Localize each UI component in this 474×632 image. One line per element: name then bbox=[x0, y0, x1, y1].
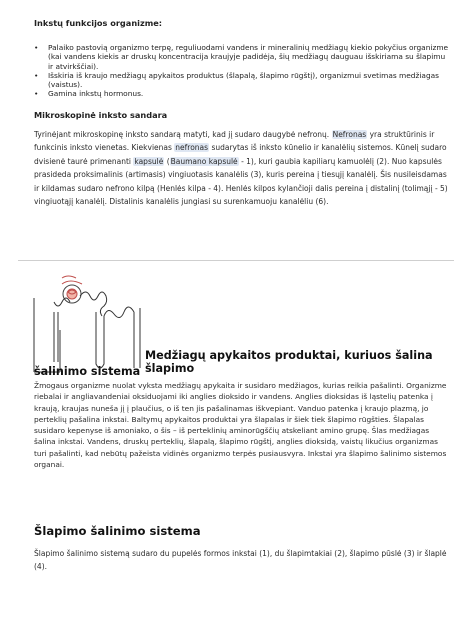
section-title-kidney-functions: Inkstų funkcijos organizme: bbox=[34, 18, 163, 28]
section-title-microscopic-structure: Mikroskopinė inksto sandara bbox=[34, 110, 168, 120]
list-item bbox=[34, 89, 449, 98]
section-heading-metabolic-products-cont: šalinimo sistema bbox=[34, 365, 141, 378]
urinary-system-paragraph: Šlapimo šalinimo sistemą sudaro du pupelės formos inkstai (1), du šlapimtakiai (2), šlapimo pūslė (3) ir šlaplė (4). bbox=[34, 549, 447, 572]
metabolic-products-paragraph: Žmogaus organizme nuolat vyksta medžiagų apykaita ir susidaro medžiagos, kurias reikia pašalinti. Organizme riebalai ir angliavandeniai oksiduojami iki anglies dioksido ir vandens. Anglies dioksidas iš ląstelių patenka į kraują, kraujas nuneša jį į plaučius, o iš ten jis pašalinamas iškvepiant. Vanduo patenka į kraujo plazmą, jo perteklių pašalina inkstai. Baltymų apykaitos produktai yra šlapalas ir šiek tiek šlapimo rūgšties. Šlapalas susidaro kepenyse iš amoniako, o šis – iš perteklinių aminorūgščių atskeliant amino grupę. Šlas medžiagas šalina inkstai. Vandens, druskų perteklių, šlapalą, šlapimo rūgštį, anglies dioksidą, vaistų likučius organizmas turi pašalinti, kad nebūtų pažeista vidinės organizmo terpės pusiausvyra. Inkstai yra šlapimo šalinimo sistemos organai. bbox=[34, 381, 447, 470]
bullet-icon: • bbox=[34, 70, 39, 80]
section-heading-metabolic-products: Medžiagų apykaitos produktai, kuriuos šalina šlapimo bbox=[145, 349, 433, 375]
bullet-icon: • bbox=[34, 89, 39, 99]
list-item bbox=[34, 43, 449, 71]
section-divider bbox=[18, 260, 454, 261]
text-run: Tyrinėjant mikroskopinę inksto sandarą matyti, kad jį sudaro daugybė nefronų. bbox=[34, 130, 332, 139]
text-run: - 1), kuri gaubia kapiliarų kamuolėlį (2). Nuo kapsulės prasideda proksimalinis (artimasis) vingiuotasis kanalėlis (3), kuris pereina į tiesųjį kanalėlį. Šis nusileisdamas ir kildamas sudaro nefrono kilpą (Henlės kilpa - 4). Henlės kilpos kylančioji dalis pereina į distalinį (tolimąjį - 5) vingiuotąjį kanalėlį. Distalinis kanalėlis jungiasi su surenkamuoju kanalėliu (6). bbox=[34, 156, 448, 207]
highlighted-term: kapsulė bbox=[134, 156, 164, 166]
text-run: ( bbox=[164, 156, 170, 166]
nephron-diagram-icon bbox=[32, 272, 148, 374]
bullet-icon: • bbox=[34, 43, 39, 52]
microscopic-structure-paragraph bbox=[34, 128, 449, 208]
highlighted-term: nefronas bbox=[175, 143, 209, 153]
list-item-text: Išskiria iš kraujo medžiagų apykaitos produktus (šlapalą, šlapimo rūgštį), organizmui svetimas medžiagas (vaistus). bbox=[48, 70, 440, 90]
list-item-text: Palaiko pastovią organizmo terpę, reguliuodami vandens ir mineralinių medžiagų kiekio pokyčius organizme (kai vandens kiekis ar druskų koncentracija kraujyje padidėja, šių medžiagų dauguau išskiriama su šlapimu ir atvirkščiai). bbox=[48, 43, 449, 71]
highlighted-term: Baumano kapsulė bbox=[170, 156, 238, 166]
text-run: sudarytas iš inksto kūnelio ir kanalėlių sistemos. Kūnelį sudaro dvisienė taurė primenanti bbox=[34, 143, 447, 166]
list-item bbox=[34, 71, 449, 90]
kidney-functions-list bbox=[34, 43, 449, 99]
highlighted-term: Nefronas bbox=[332, 130, 367, 139]
section-heading-urinary-system: Šlapimo šalinimo sistema bbox=[34, 524, 201, 538]
list-item-text: Gamina inkstų hormonus. bbox=[48, 89, 144, 99]
text-run: yra struktūrinis ir funkcinis inksto vienetas. Kiekvienas bbox=[34, 130, 435, 153]
